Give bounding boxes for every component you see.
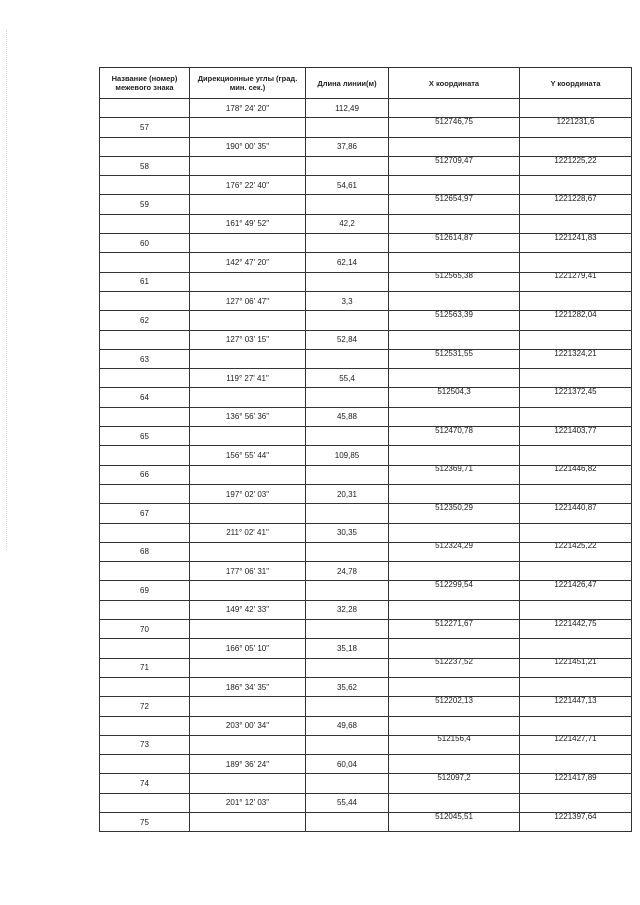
point-name: 57 xyxy=(100,118,190,137)
scan-edge-marks xyxy=(6,30,9,550)
segment-y-cell xyxy=(520,562,632,581)
point-y-value: 1221372,45 xyxy=(554,387,597,397)
point-length-cell xyxy=(306,349,389,368)
point-angle-cell xyxy=(190,272,306,291)
segment-row xyxy=(100,793,632,812)
segment-length: 112,49 xyxy=(306,99,389,118)
point-x xyxy=(389,349,520,368)
segment-y-cell xyxy=(520,330,632,349)
point-x-value: 512369,71 xyxy=(435,465,473,474)
segment-length: 42,2 xyxy=(306,214,389,233)
segment-row xyxy=(100,214,632,233)
point-y xyxy=(520,542,632,561)
point-y-value: 1221282,04 xyxy=(554,310,597,319)
segment-point-cell xyxy=(100,755,190,774)
segment-x-cell xyxy=(389,562,520,581)
point-y-value: 1221451,21 xyxy=(554,658,597,667)
segment-x-cell xyxy=(389,793,520,812)
point-angle-cell xyxy=(190,311,306,330)
point-length-cell xyxy=(306,774,389,793)
point-x-value: 512271,67 xyxy=(435,619,473,628)
point-y-value: 1221225,22 xyxy=(554,156,597,165)
point-y xyxy=(520,504,632,523)
point-angle-cell xyxy=(190,812,306,831)
segment-row xyxy=(100,253,632,272)
point-y-value: 1221417,89 xyxy=(554,773,597,783)
point-y xyxy=(520,581,632,600)
segment-y-cell xyxy=(520,677,632,696)
point-y xyxy=(520,735,632,754)
point-x xyxy=(389,812,520,831)
point-row xyxy=(100,427,632,446)
segment-row xyxy=(100,99,632,118)
segment-row xyxy=(100,291,632,310)
segment-x-cell xyxy=(389,600,520,619)
point-x-value: 512470,78 xyxy=(435,426,473,435)
segment-point-cell xyxy=(100,484,190,503)
point-row xyxy=(100,620,632,639)
point-name: 75 xyxy=(100,812,190,831)
segment-x-cell xyxy=(389,253,520,272)
point-row xyxy=(100,658,632,677)
point-y xyxy=(520,349,632,368)
point-row xyxy=(100,118,632,137)
point-x xyxy=(389,195,520,214)
point-y-value: 1221228,67 xyxy=(554,194,597,204)
point-row xyxy=(100,388,632,407)
segment-angle: 186° 34' 35" xyxy=(190,677,306,696)
segment-row xyxy=(100,330,632,349)
point-length-cell xyxy=(306,118,389,137)
point-row xyxy=(100,504,632,523)
point-row xyxy=(100,735,632,754)
point-name: 68 xyxy=(100,542,190,561)
segment-x-cell xyxy=(389,137,520,156)
segment-point-cell xyxy=(100,793,190,812)
point-length-cell xyxy=(306,388,389,407)
point-row xyxy=(100,697,632,716)
point-name: 65 xyxy=(100,427,190,446)
point-name: 74 xyxy=(100,774,190,793)
point-x xyxy=(389,388,520,407)
segment-length: 30,35 xyxy=(306,523,389,542)
point-y-value: 1221403,77 xyxy=(554,426,597,435)
segment-x-cell xyxy=(389,716,520,735)
segment-x-cell xyxy=(389,330,520,349)
point-y xyxy=(520,272,632,291)
segment-row xyxy=(100,562,632,581)
segment-y-cell xyxy=(520,600,632,619)
point-name: 70 xyxy=(100,620,190,639)
point-row xyxy=(100,812,632,831)
segment-y-cell xyxy=(520,176,632,195)
table-header-row xyxy=(100,68,632,99)
segment-y-cell xyxy=(520,99,632,118)
point-x-value: 512324,29 xyxy=(435,542,473,551)
segment-angle: 176° 22' 40" xyxy=(190,176,306,195)
segment-angle: 190° 00' 35" xyxy=(190,137,306,156)
point-x-value: 512746,75 xyxy=(435,117,473,126)
point-x-value: 512237,52 xyxy=(435,658,473,667)
segment-length: 109,85 xyxy=(306,446,389,465)
point-y xyxy=(520,812,632,831)
segment-row xyxy=(100,639,632,658)
point-y-value: 1221425,22 xyxy=(554,542,597,551)
segment-length: 32,28 xyxy=(306,600,389,619)
segment-point-cell xyxy=(100,369,190,388)
point-y xyxy=(520,156,632,175)
point-angle-cell xyxy=(190,427,306,446)
point-y-value: 1221241,83 xyxy=(554,233,597,242)
segment-length: 55,4 xyxy=(306,369,389,388)
segment-y-cell xyxy=(520,214,632,233)
point-x-value: 512504,3 xyxy=(437,387,471,397)
segment-angle: 177° 06' 31" xyxy=(190,562,306,581)
segment-length: 37,86 xyxy=(306,137,389,156)
segment-length: 20,31 xyxy=(306,484,389,503)
segment-y-cell xyxy=(520,253,632,272)
point-x xyxy=(389,658,520,677)
segment-length: 55,44 xyxy=(306,793,389,812)
point-angle-cell xyxy=(190,156,306,175)
header-y: Y координата xyxy=(520,68,632,99)
segment-angle: 201° 12' 03" xyxy=(190,793,306,812)
segment-length: 24,78 xyxy=(306,562,389,581)
segment-angle: 197° 02' 03" xyxy=(190,484,306,503)
segment-length: 60,04 xyxy=(306,755,389,774)
point-y xyxy=(520,427,632,446)
segment-row xyxy=(100,446,632,465)
point-length-cell xyxy=(306,272,389,291)
point-x xyxy=(389,620,520,639)
point-y-value: 1221279,41 xyxy=(554,272,597,281)
point-row xyxy=(100,156,632,175)
segment-point-cell xyxy=(100,214,190,233)
point-name: 62 xyxy=(100,311,190,330)
point-length-cell xyxy=(306,542,389,561)
boundary-coordinates-table xyxy=(99,67,632,832)
point-length-cell xyxy=(306,735,389,754)
segment-angle: 189° 36' 24" xyxy=(190,755,306,774)
point-length-cell xyxy=(306,156,389,175)
point-angle-cell xyxy=(190,658,306,677)
segment-y-cell xyxy=(520,446,632,465)
segment-length: 62,14 xyxy=(306,253,389,272)
point-y xyxy=(520,697,632,716)
segment-y-cell xyxy=(520,793,632,812)
segment-angle: 161° 49' 52" xyxy=(190,214,306,233)
segment-angle: 166° 05' 10" xyxy=(190,639,306,658)
segment-angle: 119° 27' 41" xyxy=(190,369,306,388)
point-x xyxy=(389,272,520,291)
point-angle-cell xyxy=(190,581,306,600)
point-x xyxy=(389,581,520,600)
segment-row xyxy=(100,716,632,735)
point-angle-cell xyxy=(190,620,306,639)
segment-angle: 149° 42' 33" xyxy=(190,600,306,619)
segment-point-cell xyxy=(100,407,190,426)
segment-x-cell xyxy=(389,446,520,465)
segment-x-cell xyxy=(389,523,520,542)
point-angle-cell xyxy=(190,234,306,253)
point-name: 61 xyxy=(100,272,190,291)
point-row xyxy=(100,465,632,484)
point-x-value: 512156,4 xyxy=(437,735,471,744)
point-x-value: 512299,54 xyxy=(435,580,473,590)
segment-y-cell xyxy=(520,523,632,542)
segment-angle: 211° 02' 41" xyxy=(190,523,306,542)
point-x-value: 512654,97 xyxy=(435,194,473,204)
point-y xyxy=(520,620,632,639)
segment-y-cell xyxy=(520,484,632,503)
point-x-value: 512350,29 xyxy=(435,503,473,512)
segment-point-cell xyxy=(100,176,190,195)
header-angle: Дирекционные углы (град. мин. сек.) xyxy=(190,68,306,99)
point-x-value: 512565,38 xyxy=(435,272,473,281)
point-angle-cell xyxy=(190,349,306,368)
segment-y-cell xyxy=(520,716,632,735)
segment-length: 3,3 xyxy=(306,291,389,310)
point-angle-cell xyxy=(190,388,306,407)
segment-row xyxy=(100,755,632,774)
segment-length: 45,88 xyxy=(306,407,389,426)
segment-row xyxy=(100,407,632,426)
point-y-value: 1221446,82 xyxy=(554,465,597,474)
point-x-value: 512709,47 xyxy=(435,156,473,165)
point-x xyxy=(389,156,520,175)
segment-point-cell xyxy=(100,562,190,581)
segment-angle: 142° 47' 20" xyxy=(190,253,306,272)
point-length-cell xyxy=(306,195,389,214)
segment-y-cell xyxy=(520,291,632,310)
point-row xyxy=(100,349,632,368)
header-x: X координата xyxy=(389,68,520,99)
segment-x-cell xyxy=(389,677,520,696)
segment-x-cell xyxy=(389,291,520,310)
point-x xyxy=(389,234,520,253)
segment-length: 54,61 xyxy=(306,176,389,195)
point-x xyxy=(389,311,520,330)
segment-y-cell xyxy=(520,369,632,388)
point-name: 58 xyxy=(100,156,190,175)
point-length-cell xyxy=(306,620,389,639)
segment-point-cell xyxy=(100,716,190,735)
point-name: 59 xyxy=(100,195,190,214)
point-y xyxy=(520,311,632,330)
point-y-value: 1221447,13 xyxy=(554,696,597,705)
segment-x-cell xyxy=(389,99,520,118)
point-angle-cell xyxy=(190,465,306,484)
header-point-name: Название (номер) межевого знака xyxy=(100,68,190,99)
point-row xyxy=(100,311,632,330)
point-angle-cell xyxy=(190,195,306,214)
segment-row xyxy=(100,600,632,619)
point-name: 71 xyxy=(100,658,190,677)
segment-y-cell xyxy=(520,137,632,156)
point-length-cell xyxy=(306,465,389,484)
point-y xyxy=(520,195,632,214)
point-x xyxy=(389,774,520,793)
point-length-cell xyxy=(306,311,389,330)
point-x xyxy=(389,465,520,484)
point-length-cell xyxy=(306,581,389,600)
point-name: 73 xyxy=(100,735,190,754)
segment-row xyxy=(100,523,632,542)
segment-x-cell xyxy=(389,484,520,503)
point-x xyxy=(389,697,520,716)
point-x xyxy=(389,542,520,561)
point-length-cell xyxy=(306,504,389,523)
segment-row xyxy=(100,137,632,156)
point-x xyxy=(389,118,520,137)
segment-x-cell xyxy=(389,176,520,195)
point-y-value: 1221231,6 xyxy=(556,117,595,126)
segment-angle: 136° 56' 36" xyxy=(190,407,306,426)
point-x xyxy=(389,504,520,523)
segment-angle: 156° 55' 44" xyxy=(190,446,306,465)
point-length-cell xyxy=(306,427,389,446)
point-row xyxy=(100,581,632,600)
segment-angle: 203° 00' 34" xyxy=(190,716,306,735)
point-y-value: 1221440,87 xyxy=(554,503,597,512)
segment-x-cell xyxy=(389,755,520,774)
segment-x-cell xyxy=(389,369,520,388)
point-row xyxy=(100,195,632,214)
point-name: 60 xyxy=(100,234,190,253)
segment-point-cell xyxy=(100,523,190,542)
point-name: 63 xyxy=(100,349,190,368)
point-y xyxy=(520,234,632,253)
segment-length: 35,62 xyxy=(306,677,389,696)
segment-row xyxy=(100,484,632,503)
point-name: 67 xyxy=(100,504,190,523)
point-angle-cell xyxy=(190,774,306,793)
point-y-value: 1221442,75 xyxy=(554,619,597,628)
point-y xyxy=(520,388,632,407)
segment-point-cell xyxy=(100,330,190,349)
point-length-cell xyxy=(306,658,389,677)
point-length-cell xyxy=(306,812,389,831)
segment-point-cell xyxy=(100,99,190,118)
point-name: 64 xyxy=(100,388,190,407)
point-length-cell xyxy=(306,697,389,716)
segment-point-cell xyxy=(100,291,190,310)
point-y xyxy=(520,774,632,793)
point-angle-cell xyxy=(190,542,306,561)
segment-y-cell xyxy=(520,755,632,774)
point-x-value: 512097,2 xyxy=(437,773,471,783)
point-angle-cell xyxy=(190,735,306,754)
segment-point-cell xyxy=(100,677,190,696)
point-angle-cell xyxy=(190,697,306,716)
point-y-value: 1221427,71 xyxy=(554,735,597,744)
point-x-value: 512563,39 xyxy=(435,310,473,319)
segment-y-cell xyxy=(520,639,632,658)
point-y xyxy=(520,658,632,677)
segment-point-cell xyxy=(100,253,190,272)
segment-x-cell xyxy=(389,214,520,233)
point-x xyxy=(389,427,520,446)
segment-row xyxy=(100,677,632,696)
point-x-value: 512202,13 xyxy=(435,696,473,705)
point-y-value: 1221324,21 xyxy=(554,349,597,358)
point-x-value: 512614,87 xyxy=(435,233,473,242)
point-y-value: 1221397,64 xyxy=(554,812,597,821)
point-row xyxy=(100,542,632,561)
point-name: 72 xyxy=(100,697,190,716)
point-x xyxy=(389,735,520,754)
point-name: 69 xyxy=(100,581,190,600)
segment-point-cell xyxy=(100,137,190,156)
point-angle-cell xyxy=(190,118,306,137)
header-length: Длина линии(м) xyxy=(306,68,389,99)
point-row xyxy=(100,234,632,253)
segment-row xyxy=(100,176,632,195)
segment-x-cell xyxy=(389,407,520,426)
point-x-value: 512531,55 xyxy=(435,349,473,358)
segment-angle: 127° 03' 15" xyxy=(190,330,306,349)
segment-length: 52,84 xyxy=(306,330,389,349)
point-y-value: 1221426,47 xyxy=(554,580,597,590)
point-name: 66 xyxy=(100,465,190,484)
point-row xyxy=(100,272,632,291)
segment-angle: 127° 06' 47" xyxy=(190,291,306,310)
point-row xyxy=(100,774,632,793)
point-angle-cell xyxy=(190,504,306,523)
segment-point-cell xyxy=(100,446,190,465)
segment-y-cell xyxy=(520,407,632,426)
point-y xyxy=(520,465,632,484)
segment-point-cell xyxy=(100,600,190,619)
point-length-cell xyxy=(306,234,389,253)
segment-x-cell xyxy=(389,639,520,658)
segment-point-cell xyxy=(100,639,190,658)
segment-angle: 178° 24' 20" xyxy=(190,99,306,118)
point-y xyxy=(520,118,632,137)
segment-row xyxy=(100,369,632,388)
segment-length: 35,18 xyxy=(306,639,389,658)
point-x-value: 512045,51 xyxy=(435,812,473,821)
segment-length: 49,68 xyxy=(306,716,389,735)
